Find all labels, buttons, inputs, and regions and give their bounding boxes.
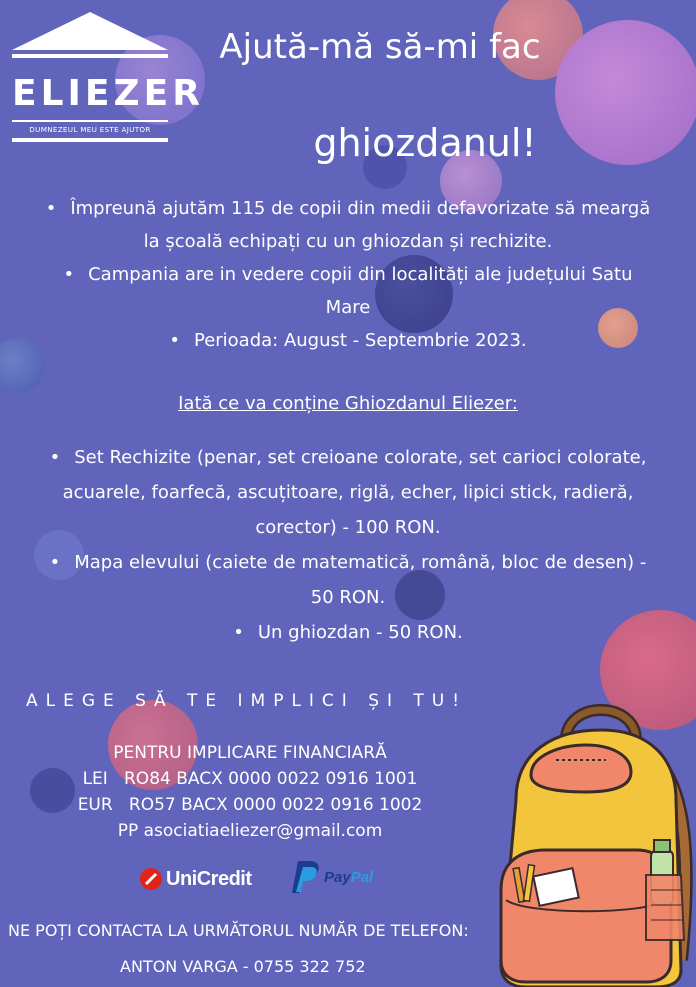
call-to-action: ALEGE SĂ TE IMPLICI ȘI TU!: [26, 691, 468, 711]
contents-bullets: [0, 440, 696, 650]
logo-tagline: DUMNEZEUL MEU ESTE AJUTOR: [29, 125, 151, 134]
page-title-line1: Ajută-mă să-mi fac: [219, 27, 541, 67]
bullet-dot-icon: •: [63, 264, 75, 285]
unicredit-label: UniCredit: [166, 867, 252, 890]
list-item-text: Perioada: August - Septembrie 2023.: [193, 330, 527, 351]
list-item: [0, 192, 696, 258]
bullet-dot-icon: •: [49, 552, 61, 573]
list-item-text: Campania are in vedere copii din localități ale județului Satu: [88, 264, 633, 285]
paypal-logo: [292, 858, 373, 896]
list-item: [0, 440, 696, 545]
iban-eur: EUR RO57 BACX 0000 0022 0916 1002: [77, 795, 423, 815]
eliezer-logo: [10, 12, 204, 152]
contact-line: NE POȚI CONTACTA LA URMĂTORUL NUMĂR DE TELEFON:: [8, 921, 469, 940]
bullet-dot-icon: •: [45, 198, 57, 219]
list-item-text: 50 RON.: [310, 587, 386, 608]
list-item: [0, 324, 696, 357]
backpack-icon: [486, 700, 696, 987]
list-item-text: Mare: [325, 297, 371, 318]
list-item-text: corector) - 100 RON.: [255, 517, 441, 538]
list-item-text: Împreună ajutăm 115 de copii din medii defavorizate să meargă: [70, 198, 651, 219]
bullet-dot-icon: •: [233, 622, 244, 643]
unicredit-logo: [140, 864, 252, 894]
logo-name: ELIEZER: [12, 73, 204, 114]
list-item-text: Mapa elevului (caiete de matematică, română, bloc de desen) -: [74, 552, 647, 573]
intro-bullets: [0, 192, 696, 357]
list-item-text: Un ghiozdan - 50 RON.: [257, 622, 463, 643]
list-item-text: acuarele, foarfecă, ascuțitoare, riglă, echer, lipici stick, radieră,: [62, 482, 634, 503]
contact-person: ANTON VARGA - 0755 322 752: [120, 957, 366, 976]
paypal-email: PP asociatiaeliezer@gmail.com: [117, 821, 383, 841]
bullet-dot-icon: •: [49, 447, 61, 468]
paypal-label: PayPal: [324, 868, 374, 886]
list-item-text: Set Rechizite (penar, set creioane colorate, set carioci colorate,: [74, 447, 647, 468]
list-item: [0, 615, 696, 650]
backpack-illustration: [486, 700, 696, 987]
finance-heading: PENTRU IMPLICARE FINANCIARĂ: [113, 743, 387, 763]
list-item-text: la școală echipați cu un ghiozdan și rechizite.: [143, 231, 553, 252]
paypal-icon: [292, 859, 322, 895]
iban-lei: LEI RO84 BACX 0000 0022 0916 1001: [82, 769, 418, 789]
unicredit-icon: [140, 868, 162, 890]
bullet-dot-icon: •: [169, 330, 180, 351]
page-title-line2: ghiozdanul!: [313, 121, 537, 165]
contents-heading: Iată ce va conține Ghiozdanul Eliezer:: [178, 393, 518, 414]
list-item: [0, 258, 696, 324]
list-item: [0, 545, 696, 615]
finance-block: [40, 740, 460, 844]
